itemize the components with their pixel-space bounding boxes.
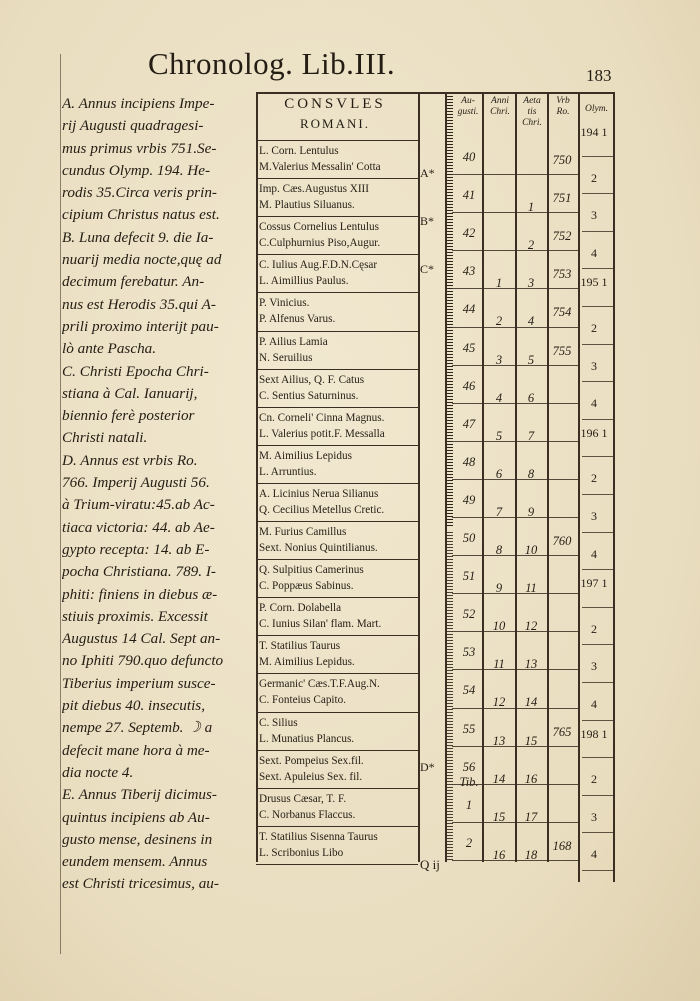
number-cell-anni-christi: 11 — [493, 657, 505, 672]
consul-name: A. Licinius Nerua Silianus — [259, 487, 379, 500]
commentary-line: stiuis proximis. Excessit — [62, 607, 208, 625]
consuls-header-subtitle: ROMANI. — [300, 116, 370, 131]
consul-name: Q. Sulpitius Camerinus — [259, 564, 364, 577]
consul-pair — [259, 181, 419, 213]
olympiad-separator — [582, 456, 613, 457]
consul-name: Sext. Apuleius Sex. fil. — [259, 770, 363, 783]
number-cell-anni-christi: 14 — [492, 771, 506, 786]
consul-name: M. Plautius Siluanus. — [259, 199, 355, 212]
commentary-line: rodis 35.Circa veris prin- — [62, 184, 217, 202]
number-row-separator — [452, 174, 579, 175]
olympiad-separator — [582, 870, 613, 871]
number-cell-aetatis-christi: 8 — [527, 466, 535, 481]
consul-pair — [259, 219, 419, 251]
number-cell-aetatis-christi: 4 — [527, 314, 535, 329]
number-cell-urbis-romae: 168 — [552, 838, 572, 853]
commentary-line: à Trium-viratu:45.ab Ac- — [62, 496, 215, 514]
olympiad-year: 197 1 — [580, 576, 608, 591]
row-separator — [256, 750, 418, 751]
olympiad-year: 196 1 — [580, 425, 608, 440]
commentary-line: cipium Christus natus est. — [62, 206, 220, 224]
number-cell-anni-christi: 16 — [492, 847, 506, 862]
olympiad-year: 4 — [591, 396, 597, 411]
header-aetatis-christi: Aeta tis Chri. — [522, 96, 542, 128]
number-cell-anni-christi: 9 — [495, 581, 503, 596]
number-cell-anni-christi: 4 — [495, 390, 503, 405]
consul-name: Cn. Corneli' Cinna Magnus. — [259, 411, 385, 424]
consul-pair — [259, 257, 419, 289]
header-rule — [256, 92, 614, 94]
commentary-line: pocha Christiana. 789. I- — [62, 563, 216, 581]
number-cell-anni-christi: 1 — [495, 276, 503, 291]
olympiad-year: 2 — [591, 170, 597, 185]
olympiad-separator — [582, 569, 613, 570]
commentary-line: est Christi tricesimus, au- — [62, 875, 219, 893]
consul-name: P. Vinicius. — [259, 297, 310, 310]
number-cell-augusti: 45 — [462, 340, 476, 355]
number-cell-anni-christi: 15 — [492, 809, 506, 824]
consul-name: T. Statilius Sisenna Taurus — [259, 830, 378, 843]
number-cell-augusti: 41 — [462, 188, 476, 203]
consul-name: L. Corn. Lentulus — [259, 145, 339, 157]
number-cell-augusti: 40 — [462, 150, 476, 164]
consuls-header-title: CONSVLES — [284, 96, 386, 112]
olympiad-separator — [582, 682, 613, 683]
olympiad-year: 4 — [591, 245, 597, 260]
consul-name: Drusus Cæsar, T. F. — [259, 792, 347, 805]
olympiad-separator — [582, 231, 613, 232]
chronology-marker: D* — [420, 760, 435, 774]
row-separator — [256, 140, 418, 141]
commentary-line: nempe 27. Septemb. ☽ a — [62, 719, 213, 737]
number-cell-anni-christi: 7 — [495, 504, 503, 519]
number-cell-aetatis-christi: 17 — [524, 809, 538, 824]
consul-name: P. Corn. Dolabella — [259, 602, 342, 615]
olympiad-year: 3 — [591, 659, 597, 674]
row-separator — [256, 445, 418, 446]
number-cell-augusti: 53 — [462, 645, 476, 660]
row-separator — [256, 864, 418, 865]
olympiad-year: 2 — [591, 621, 597, 636]
olympiad-year: 2 — [591, 321, 597, 335]
number-cell-aetatis-christi: 5 — [527, 352, 535, 367]
row-separator — [256, 254, 418, 255]
header-augusti: Au-gusti. — [457, 96, 479, 117]
number-cell-urbis-romae: 751 — [552, 191, 572, 206]
olympiad-separator — [582, 757, 613, 758]
olympiad-separator — [582, 381, 613, 382]
consul-name: N. Seruilius — [259, 351, 313, 364]
number-cell-augusti: 1 — [465, 797, 473, 812]
number-cell-aetatis-christi: 9 — [527, 504, 535, 519]
consul-name: Sext. Nonius Quintilianus. — [259, 542, 378, 554]
consul-pair — [259, 448, 419, 480]
consul-pair — [259, 753, 419, 785]
commentary-line: biennio ferè posterior — [62, 407, 195, 425]
number-cell-anni-christi: 13 — [492, 733, 506, 748]
number-cell-augusti: 2 — [465, 835, 473, 850]
commentary-line: Tiberius imperium susce- — [62, 674, 216, 692]
consul-name: Sext. Pompeius Sex.fil. — [259, 754, 364, 767]
consul-pair — [259, 334, 419, 366]
commentary-line: 766. Imperij Augusti 56. — [62, 474, 210, 492]
row-separator — [256, 635, 418, 636]
olympiad-separator — [582, 268, 613, 269]
number-cell-augusti: 52 — [462, 607, 476, 622]
row-separator — [256, 826, 418, 827]
number-cell-aetatis-christi: 13 — [524, 657, 538, 672]
olympiad-year: 2 — [591, 471, 597, 486]
commentary-line: pit diebus 40. insecutis, — [62, 697, 206, 715]
consul-name: Imp. Cæs.Augustus XIII — [259, 183, 370, 196]
consul-pair — [259, 676, 419, 708]
consul-name: P. Ailius Lamia — [259, 335, 328, 348]
commentary-line: tiaca victoria: 44. ab Ae- — [62, 518, 215, 536]
olympiad-separator — [582, 494, 613, 495]
consul-name: M.Valerius Messalin' Cotta — [259, 161, 381, 173]
number-cell-urbis-romae: 750 — [552, 153, 572, 167]
commentary-line: nuarij media nocte,quę ad — [62, 251, 222, 269]
number-cell-aetatis-christi: 6 — [527, 390, 535, 405]
row-separator — [256, 407, 418, 408]
number-cell-augusti: 42 — [462, 226, 476, 241]
number-cell-anni-christi: 3 — [495, 352, 503, 367]
olympiad-separator — [582, 344, 613, 345]
consul-pair — [259, 486, 419, 518]
olympiad-separator — [582, 832, 613, 833]
number-cell-urbis-romae: 752 — [552, 229, 572, 244]
number-cell-anni-christi: 8 — [495, 543, 503, 557]
consul-pair — [259, 829, 419, 861]
olympiad-year: 3 — [591, 509, 597, 523]
consul-pair — [259, 562, 419, 594]
consul-name: C. Sentius Saturninus. — [259, 389, 359, 402]
commentary-line: D. Annus est vrbis Ro. — [62, 451, 198, 469]
consul-name: T. Statilius Taurus — [259, 640, 341, 653]
number-cell-aetatis-christi: 12 — [524, 619, 538, 634]
commentary-line: C. Christi Epocha Chri- — [62, 362, 209, 380]
running-head: Chronolog. Lib.III. — [148, 46, 396, 81]
number-cell-aetatis-christi: 2 — [527, 238, 535, 253]
number-cell-augusti: 48 — [462, 454, 476, 469]
number-cell-aetatis-christi: 7 — [527, 428, 535, 443]
header-olympiades: Olym. — [585, 104, 608, 114]
olympiad-separator — [582, 720, 613, 721]
number-cell-urbis-romae: 765 — [552, 724, 572, 739]
consul-name: M. Furius Camillus — [259, 526, 347, 538]
number-cell-urbis-romae: 755 — [552, 343, 572, 358]
number-cell-urbis-romae: 760 — [552, 534, 572, 548]
commentary-line: nus est Herodis 35.qui A- — [62, 295, 216, 313]
number-cell-augusti: 55 — [462, 721, 476, 736]
number-cell-aetatis-christi: 18 — [524, 847, 538, 862]
commentary-line: B. Luna defecit 9. die Ia- — [62, 228, 214, 246]
olympiad-year: 198 1 — [580, 726, 608, 741]
olympiad-column-rule — [613, 92, 615, 882]
consul-name: L. Scribonius Libo — [259, 846, 344, 859]
row-separator — [256, 597, 418, 598]
chronology-marker: B* — [420, 214, 435, 228]
number-cell-augusti: 54 — [462, 683, 476, 698]
number-cell-anni-christi: 2 — [495, 314, 503, 329]
olympiad-year: 194 1 — [580, 125, 608, 139]
consul-pair — [259, 295, 419, 327]
consul-pair — [259, 791, 419, 823]
consul-name: C. Iunius Silan' flam. Mart. — [259, 618, 382, 631]
number-cell-augusti: 47 — [462, 416, 476, 431]
consul-name: Sext Ailius, Q. F. Catus — [259, 373, 365, 386]
number-cell-augusti: 50 — [462, 531, 476, 545]
consul-name: Germanic' Cæs.T.F.Aug.N. — [259, 678, 380, 691]
number-cell-anni-christi: 6 — [495, 466, 503, 481]
consuls-header — [256, 96, 414, 132]
commentary-line: gusto mense, desinens in — [62, 830, 213, 848]
row-separator — [256, 483, 418, 484]
number-cell-anni-christi: 10 — [492, 619, 506, 634]
consul-name: C. Norbanus Flaccus. — [259, 808, 356, 821]
olympiad-year: 3 — [591, 208, 597, 223]
olympiad-year: 3 — [591, 358, 597, 373]
number-cell-aetatis-christi: 15 — [524, 733, 538, 748]
number-cell-urbis-romae: 753 — [552, 267, 572, 282]
commentary-line: eundem mensem. Annus — [62, 853, 208, 871]
consul-name: C.Culphurnius Piso,Augur. — [259, 237, 381, 250]
olympiad-separator — [582, 532, 613, 533]
consul-name: Q. Cecilius Metellus Cretic. — [259, 503, 385, 516]
olympiad-year: 4 — [591, 847, 597, 862]
number-cell-aetatis-christi: 16 — [524, 771, 538, 786]
chronology-marker: A* — [420, 166, 435, 180]
consul-pair — [259, 410, 419, 442]
consul-name: L. Aimillius Paulus. — [259, 275, 349, 288]
number-cell-augusti: 49 — [462, 492, 476, 507]
consul-name: P. Alfenus Varus. — [259, 313, 336, 326]
commentary-line: Augustus 14 Cal. Sept an- — [62, 630, 221, 648]
olympiad-separator — [582, 795, 613, 796]
consul-pair — [259, 143, 419, 175]
header-anni-christi: Anni Chri. — [490, 96, 510, 117]
olympiad-separator — [582, 419, 613, 420]
consul-pair — [259, 600, 419, 632]
row-separator — [256, 369, 418, 370]
consul-name: L. Valerius potit.F. Messalla — [259, 427, 385, 440]
signature-mark: Q ij — [420, 857, 440, 872]
row-separator — [256, 216, 418, 217]
commentary-line: stiana à Cal. Ianuarij, — [62, 384, 198, 402]
commentary-line: mus primus vrbis 751.Se- — [62, 139, 217, 157]
consul-pair — [259, 638, 419, 670]
commentary-line: prili proximo interijt pau- — [62, 317, 219, 335]
commentary-line: quintus incipiens ab Au- — [62, 808, 210, 826]
consul-pair — [259, 524, 419, 556]
row-separator — [256, 712, 418, 713]
number-cell-aetatis-christi: 14 — [524, 695, 538, 710]
row-separator — [256, 292, 418, 293]
commentary-line: lò ante Pascha. — [62, 340, 157, 358]
number-cell-anni-christi: 5 — [495, 428, 503, 443]
row-separator — [256, 178, 418, 179]
olympiad-year: 2 — [591, 772, 597, 787]
row-separator — [256, 673, 418, 674]
consul-name: L. Arruntius. — [259, 465, 317, 478]
consul-pair — [259, 715, 419, 747]
number-cell-aetatis-christi: 1 — [527, 200, 535, 215]
number-cell-augusti: 46 — [462, 378, 476, 393]
consul-name: M. Aimilius Lepidus. — [259, 656, 355, 669]
commentary-line: defecit mane hora à me- — [62, 741, 210, 759]
olympiad-separator — [582, 193, 613, 194]
commentary-line: no Iphiti 790.quo defuncto — [62, 652, 224, 670]
number-cell-augusti: 43 — [462, 264, 476, 279]
consul-pair — [259, 372, 419, 404]
number-cell-aetatis-christi: 3 — [527, 276, 535, 291]
olympiad-year: 3 — [591, 809, 597, 824]
olympiad-year: 4 — [591, 546, 597, 561]
consul-name: C. Fonteius Capito. — [259, 694, 347, 707]
consul-name: M. Aimilius Lepidus — [259, 449, 352, 462]
number-cell-urbis-romae: 754 — [552, 305, 572, 320]
number-cell-anni-christi: 12 — [492, 695, 506, 710]
left-margin-rule — [60, 54, 61, 954]
commentary-line: gypto recepta: 14. ab E- — [62, 540, 210, 558]
commentary-text — [62, 93, 258, 896]
consul-name: C. Poppæus Sabinus. — [259, 580, 354, 593]
chronology-marker: C* — [420, 262, 435, 276]
olympiad-year: 4 — [591, 697, 597, 711]
commentary-line: cundus Olymp. 194. He- — [62, 161, 211, 179]
commentary-line: rij Augusti quadragesi- — [62, 117, 204, 135]
number-cell-aetatis-christi: 10 — [524, 543, 538, 557]
olympiad-separator — [582, 644, 613, 645]
number-cell-augusti: 44 — [462, 302, 476, 317]
commentary-line: A. Annus incipiens Impe- — [62, 95, 215, 112]
header-urbis-romae: Vrb Ro. — [556, 96, 570, 117]
olympiad-separator — [582, 306, 613, 307]
commentary-line: decimum ferebatur. An- — [62, 273, 205, 291]
number-cell-augusti: 51 — [462, 569, 476, 584]
commentary-line: E. Annus Tiberij dicimus- — [62, 786, 217, 804]
row-separator — [256, 559, 418, 560]
commentary-line: Christi natali. — [62, 429, 148, 447]
commentary-line: dia nocte 4. — [62, 763, 134, 781]
consul-name: Cossus Cornelius Lentulus — [259, 221, 379, 234]
olympiad-year: 195 1 — [580, 275, 608, 290]
olympiad-separator — [582, 156, 613, 157]
commentary-line: phiti: finiens in diebus æ- — [62, 585, 218, 603]
number-cell-aetatis-christi: 11 — [525, 581, 537, 596]
consul-name: C. Iulius Aug.F.D.N.Cęsar — [259, 259, 378, 272]
consul-name: C. Silius — [259, 716, 298, 729]
olympiad-separator — [582, 607, 613, 608]
row-separator — [256, 521, 418, 522]
number-cell-augusti: 56 Tib. — [459, 759, 479, 789]
row-separator — [256, 788, 418, 789]
page-number: 183 — [586, 66, 612, 85]
row-separator — [256, 331, 418, 332]
consul-name: L. Munatius Plancus. — [259, 732, 355, 745]
